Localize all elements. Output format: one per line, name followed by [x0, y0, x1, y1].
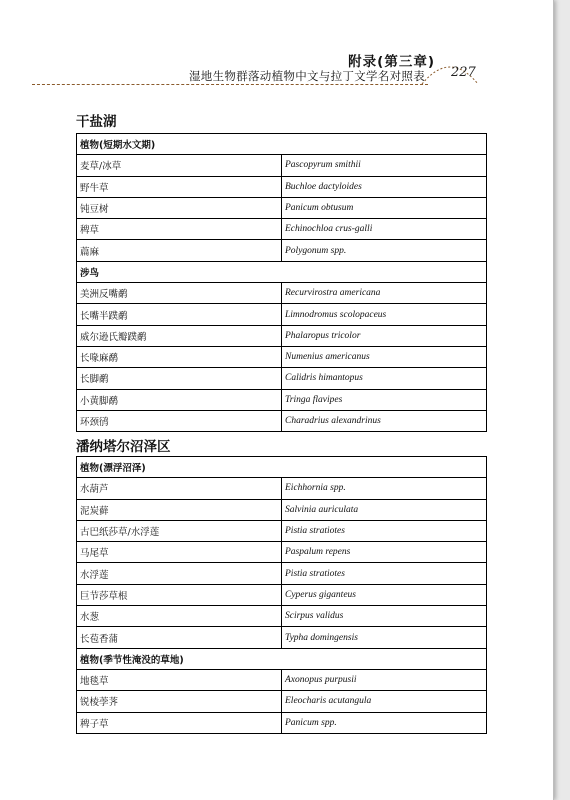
chinese-name: 环颈鸻 — [77, 410, 282, 431]
table-row — [77, 304, 487, 325]
latin-name: Echinochloa crus-galli — [282, 219, 487, 240]
latin-name: Eleocharis acutangula — [282, 691, 487, 712]
latin-name: Cyperus giganteus — [282, 584, 487, 605]
latin-name: Phalaropus tricolor — [282, 325, 487, 346]
group-row — [77, 648, 487, 669]
table-row — [77, 691, 487, 712]
latin-name: Pistia stratiotes — [282, 520, 487, 541]
latin-name: Axonopus purpusii — [282, 669, 487, 690]
chinese-name: 美洲反嘴鹬 — [77, 283, 282, 304]
chinese-name: 麦草/冰草 — [77, 155, 282, 176]
page-number: 227 — [451, 65, 476, 80]
table-row — [77, 368, 487, 389]
table-row — [77, 542, 487, 563]
chinese-name: 水葱 — [77, 606, 282, 627]
section-title-pantanal: 潘纳塔尔沼泽区 — [76, 439, 171, 455]
table-row — [77, 325, 487, 346]
latin-name: Calidris himantopus — [282, 368, 487, 389]
table-row — [77, 410, 487, 431]
latin-name: Panicum spp. — [282, 712, 487, 733]
group-row — [77, 261, 487, 282]
table-row — [77, 712, 487, 733]
table-row — [77, 240, 487, 261]
table-row — [77, 176, 487, 197]
chinese-name: 威尔逊氏瓣蹼鹬 — [77, 325, 282, 346]
chinese-name: 古巴纸莎草/水浮莲 — [77, 520, 282, 541]
table-row — [77, 346, 487, 367]
group-row — [77, 134, 487, 155]
chinese-name: 锐棱荸荠 — [77, 691, 282, 712]
latin-name: Eichhornia spp. — [282, 478, 487, 499]
table-row — [77, 197, 487, 218]
chinese-name: 稗子草 — [77, 712, 282, 733]
chinese-name: 长苞香蒲 — [77, 627, 282, 648]
table-row — [77, 283, 487, 304]
chinese-name: 稗草 — [77, 219, 282, 240]
group-label: 植物(漂浮沼泽) — [77, 457, 487, 478]
chinese-name: 长喙麻鹬 — [77, 346, 282, 367]
table-row — [77, 520, 487, 541]
latin-name: Typha domingensis — [282, 627, 487, 648]
table-row — [77, 499, 487, 520]
table-row — [77, 478, 487, 499]
table-row — [77, 584, 487, 605]
chinese-name: 巨节莎草根 — [77, 584, 282, 605]
latin-name: Scirpus validus — [282, 606, 487, 627]
chinese-name: 钝豆树 — [77, 197, 282, 218]
group-label: 植物(短期水文期) — [77, 134, 487, 155]
chinese-name: 小黄脚鹬 — [77, 389, 282, 410]
section-title-playa: 干盐湖 — [76, 114, 117, 130]
latin-name: Numenius americanus — [282, 346, 487, 367]
latin-name: Polygonum spp. — [282, 240, 487, 261]
running-header-chapter: 附录(第三章) — [348, 54, 435, 70]
latin-name: Pascopyrum smithii — [282, 155, 487, 176]
latin-name: Panicum obtusum — [282, 197, 487, 218]
chinese-name: 地毯草 — [77, 669, 282, 690]
group-row — [77, 457, 487, 478]
latin-name: Limnodromus scolopaceus — [282, 304, 487, 325]
latin-name: Pistia stratiotes — [282, 563, 487, 584]
table-row — [77, 669, 487, 690]
chinese-name: 野牛草 — [77, 176, 282, 197]
latin-name: Charadrius alexandrinus — [282, 410, 487, 431]
table-row — [77, 389, 487, 410]
latin-name: Salvinia auriculata — [282, 499, 487, 520]
latin-name: Buchloe dactyloides — [282, 176, 487, 197]
chinese-name: 马尾草 — [77, 542, 282, 563]
chinese-name: 长脚鹬 — [77, 368, 282, 389]
running-header-subtitle: 湿地生物群落动植物中文与拉丁文学名对照表 — [189, 69, 425, 83]
table-row — [77, 627, 487, 648]
species-table-playa — [76, 133, 487, 432]
table-row — [77, 219, 487, 240]
chinese-name: 水浮莲 — [77, 563, 282, 584]
table-row — [77, 606, 487, 627]
chinese-name: 长嘴半蹼鹬 — [77, 304, 282, 325]
chinese-name: 萹麻 — [77, 240, 282, 261]
table-row — [77, 155, 487, 176]
group-label: 涉鸟 — [77, 261, 487, 282]
latin-name: Tringa flavipes — [282, 389, 487, 410]
latin-name: Recurvirostra americana — [282, 283, 487, 304]
chinese-name: 水葫芦 — [77, 478, 282, 499]
header-rule — [32, 84, 428, 85]
table-row — [77, 563, 487, 584]
species-table-pantanal — [76, 456, 487, 734]
group-label: 植物(季节性淹没的草地) — [77, 648, 487, 669]
latin-name: Paspalum repens — [282, 542, 487, 563]
chinese-name: 泥炭藓 — [77, 499, 282, 520]
